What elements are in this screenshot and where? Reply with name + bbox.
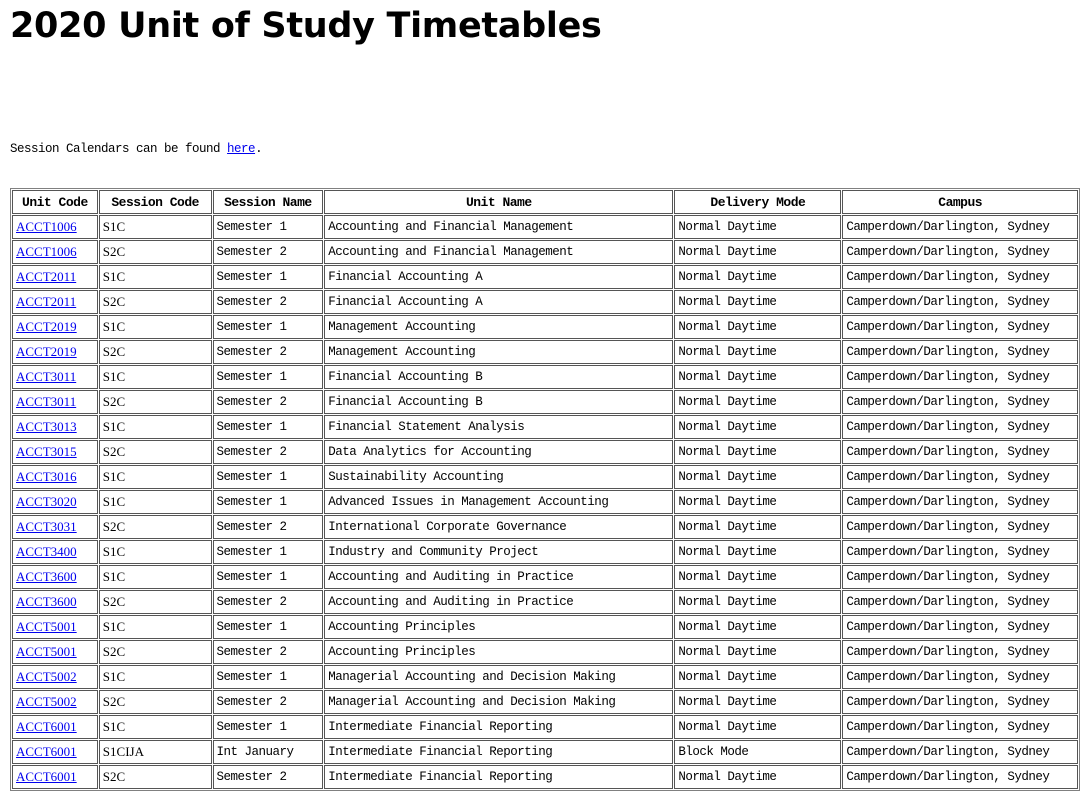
session-code-cell: S1C [99,565,212,589]
table-row [12,615,1078,639]
campus-cell: Camperdown/Darlington, Sydney [842,315,1078,339]
table-row [12,565,1078,589]
session-name-cell: Semester 1 [213,615,324,639]
unit-code-cell [12,565,98,589]
unit-code-link[interactable]: ACCT1006 [16,244,77,259]
delivery-mode-cell: Normal Daytime [674,565,841,589]
unit-name-cell: Management Accounting [324,340,673,364]
delivery-mode-cell: Normal Daytime [674,440,841,464]
table-row [12,415,1078,439]
unit-code-link[interactable]: ACCT5001 [16,644,77,659]
unit-code-link[interactable]: ACCT3600 [16,594,77,609]
unit-code-cell [12,540,98,564]
session-name-cell: Semester 2 [213,765,324,789]
unit-code-cell [12,240,98,264]
unit-name-cell: Advanced Issues in Management Accounting [324,490,673,514]
session-name-cell: Semester 1 [213,665,324,689]
header-session-name: Session Name [213,190,324,214]
session-name-cell: Semester 1 [213,540,324,564]
delivery-mode-cell: Normal Daytime [674,640,841,664]
delivery-mode-cell: Normal Daytime [674,515,841,539]
session-name-cell: Semester 1 [213,415,324,439]
session-name-cell: Semester 1 [213,565,324,589]
session-calendar-note [10,140,262,158]
session-name-cell: Semester 1 [213,215,324,239]
intro-text: Session Calendars can be found [10,142,228,156]
intro-end: . [255,142,263,156]
campus-cell: Camperdown/Darlington, Sydney [842,465,1078,489]
campus-cell: Camperdown/Darlington, Sydney [842,340,1078,364]
unit-code-link[interactable]: ACCT6001 [16,769,77,784]
unit-code-cell [12,765,98,789]
delivery-mode-cell: Normal Daytime [674,390,841,414]
campus-cell: Camperdown/Darlington, Sydney [842,240,1078,264]
session-code-cell: S1C [99,315,212,339]
table-row [12,740,1078,764]
header-unit-name: Unit Name [324,190,673,214]
table-row [12,240,1078,264]
campus-cell: Camperdown/Darlington, Sydney [842,540,1078,564]
header-delivery-mode: Delivery Mode [674,190,841,214]
unit-name-cell: Accounting and Auditing in Practice [324,565,673,589]
delivery-mode-cell: Normal Daytime [674,365,841,389]
unit-code-cell [12,465,98,489]
session-code-cell: S1C [99,215,212,239]
delivery-mode-cell: Normal Daytime [674,715,841,739]
unit-name-cell: Intermediate Financial Reporting [324,765,673,789]
unit-code-link[interactable]: ACCT2011 [16,294,77,309]
unit-name-cell: Accounting Principles [324,640,673,664]
unit-code-link[interactable]: ACCT3013 [16,419,77,434]
table-row [12,315,1078,339]
unit-name-cell: Intermediate Financial Reporting [324,715,673,739]
campus-cell: Camperdown/Darlington, Sydney [842,690,1078,714]
unit-name-cell: Industry and Community Project [324,540,673,564]
session-code-cell: S2C [99,240,212,264]
session-code-cell: S1C [99,665,212,689]
unit-code-link[interactable]: ACCT3011 [16,394,77,409]
table-row [12,465,1078,489]
unit-code-cell [12,615,98,639]
unit-code-cell [12,415,98,439]
session-code-cell: S2C [99,640,212,664]
campus-cell: Camperdown/Darlington, Sydney [842,640,1078,664]
campus-cell: Camperdown/Darlington, Sydney [842,765,1078,789]
delivery-mode-cell: Normal Daytime [674,615,841,639]
delivery-mode-cell: Normal Daytime [674,465,841,489]
delivery-mode-cell: Normal Daytime [674,240,841,264]
session-code-cell: S1C [99,490,212,514]
table-row [12,715,1078,739]
table-row [12,390,1078,414]
session-name-cell: Semester 1 [213,490,324,514]
delivery-mode-cell: Normal Daytime [674,215,841,239]
unit-code-link[interactable]: ACCT3011 [16,369,77,384]
header-campus: Campus [842,190,1078,214]
unit-name-cell: Accounting and Financial Management [324,215,673,239]
table-row [12,640,1078,664]
session-code-cell: S1C [99,465,212,489]
session-name-cell: Semester 2 [213,440,324,464]
session-code-cell: S1C [99,365,212,389]
unit-code-cell [12,365,98,389]
campus-cell: Camperdown/Darlington, Sydney [842,515,1078,539]
session-name-cell: Int January [213,740,324,764]
delivery-mode-cell: Normal Daytime [674,340,841,364]
session-code-cell: S1C [99,715,212,739]
session-code-cell: S2C [99,765,212,789]
campus-cell: Camperdown/Darlington, Sydney [842,215,1078,239]
session-code-cell: S2C [99,290,212,314]
campus-cell: Camperdown/Darlington, Sydney [842,665,1078,689]
unit-name-cell: Managerial Accounting and Decision Making [324,665,673,689]
table-header-row [12,190,1078,214]
delivery-mode-cell: Normal Daytime [674,690,841,714]
unit-code-link[interactable]: ACCT5002 [16,669,77,684]
unit-name-cell: Accounting and Auditing in Practice [324,590,673,614]
unit-code-link[interactable]: ACCT2011 [16,269,77,284]
session-name-cell: Semester 1 [213,365,324,389]
table-row [12,215,1078,239]
session-name-cell: Semester 2 [213,690,324,714]
session-code-cell: S1C [99,540,212,564]
delivery-mode-cell: Normal Daytime [674,415,841,439]
unit-code-cell [12,290,98,314]
session-name-cell: Semester 1 [213,265,324,289]
table-row [12,765,1078,789]
session-code-cell: S2C [99,515,212,539]
unit-name-cell: Sustainability Accounting [324,465,673,489]
unit-name-cell: International Corporate Governance [324,515,673,539]
table-row [12,665,1078,689]
table-row [12,540,1078,564]
unit-name-cell: Financial Accounting A [324,290,673,314]
unit-code-cell [12,715,98,739]
unit-code-link[interactable]: ACCT2019 [16,344,77,359]
table-row [12,440,1078,464]
unit-code-cell [12,315,98,339]
campus-cell: Camperdown/Darlington, Sydney [842,565,1078,589]
campus-cell: Camperdown/Darlington, Sydney [842,615,1078,639]
delivery-mode-cell: Normal Daytime [674,290,841,314]
table-row [12,515,1078,539]
unit-code-cell [12,740,98,764]
unit-name-cell: Data Analytics for Accounting [324,440,673,464]
campus-cell: Camperdown/Darlington, Sydney [842,365,1078,389]
unit-code-link[interactable]: ACCT3600 [16,569,77,584]
table-body [12,215,1078,789]
unit-code-link[interactable]: ACCT3031 [16,519,77,534]
campus-cell: Camperdown/Darlington, Sydney [842,390,1078,414]
unit-code-link[interactable]: ACCT3016 [16,469,77,484]
unit-code-cell [12,390,98,414]
unit-code-link[interactable]: ACCT2019 [16,319,77,334]
session-code-cell: S1C [99,615,212,639]
session-name-cell: Semester 2 [213,390,324,414]
session-code-cell: S1CIJA [99,740,212,764]
unit-name-cell: Accounting Principles [324,615,673,639]
session-code-cell: S2C [99,690,212,714]
unit-code-cell [12,490,98,514]
table-row [12,490,1078,514]
unit-name-cell: Accounting and Financial Management [324,240,673,264]
unit-name-cell: Financial Accounting B [324,390,673,414]
unit-code-cell [12,215,98,239]
delivery-mode-cell: Normal Daytime [674,765,841,789]
header-unit-code: Unit Code [12,190,98,214]
header-session-code: Session Code [99,190,212,214]
unit-code-link[interactable]: ACCT5001 [16,619,77,634]
campus-cell: Camperdown/Darlington, Sydney [842,440,1078,464]
session-calendars-link[interactable]: here [227,142,256,156]
unit-name-cell: Management Accounting [324,315,673,339]
campus-cell: Camperdown/Darlington, Sydney [842,490,1078,514]
delivery-mode-cell: Normal Daytime [674,540,841,564]
unit-code-cell [12,665,98,689]
unit-name-cell: Managerial Accounting and Decision Making [324,690,673,714]
campus-cell: Camperdown/Darlington, Sydney [842,590,1078,614]
delivery-mode-cell: Normal Daytime [674,315,841,339]
page-title: 2020 Unit of Study Timetables [10,6,602,46]
session-code-cell: S2C [99,390,212,414]
campus-cell: Camperdown/Darlington, Sydney [842,265,1078,289]
campus-cell: Camperdown/Darlington, Sydney [842,415,1078,439]
unit-code-cell [12,590,98,614]
session-name-cell: Semester 2 [213,515,324,539]
unit-code-link[interactable]: ACCT6001 [16,719,77,734]
delivery-mode-cell: Normal Daytime [674,265,841,289]
session-name-cell: Semester 2 [213,640,324,664]
campus-cell: Camperdown/Darlington, Sydney [842,290,1078,314]
unit-code-link[interactable]: ACCT6001 [16,744,77,759]
delivery-mode-cell: Normal Daytime [674,490,841,514]
session-name-cell: Semester 2 [213,290,324,314]
delivery-mode-cell: Normal Daytime [674,590,841,614]
unit-name-cell: Financial Accounting B [324,365,673,389]
campus-cell: Camperdown/Darlington, Sydney [842,715,1078,739]
session-code-cell: S2C [99,440,212,464]
unit-code-link[interactable]: ACCT1006 [16,219,77,234]
session-name-cell: Semester 1 [213,465,324,489]
delivery-mode-cell: Normal Daytime [674,665,841,689]
unit-code-link[interactable]: ACCT3015 [16,444,77,459]
unit-code-link[interactable]: ACCT3020 [16,494,77,509]
session-name-cell: Semester 1 [213,715,324,739]
unit-name-cell: Financial Accounting A [324,265,673,289]
session-code-cell: S1C [99,265,212,289]
unit-name-cell: Financial Statement Analysis [324,415,673,439]
table-row [12,690,1078,714]
unit-code-cell [12,440,98,464]
unit-code-cell [12,340,98,364]
table-row [12,340,1078,364]
delivery-mode-cell: Block Mode [674,740,841,764]
table-row [12,590,1078,614]
campus-cell: Camperdown/Darlington, Sydney [842,740,1078,764]
unit-code-cell [12,265,98,289]
unit-code-cell [12,640,98,664]
session-name-cell: Semester 2 [213,240,324,264]
timetable-table [10,188,1080,791]
table-row [12,290,1078,314]
unit-code-cell [12,515,98,539]
table-row [12,265,1078,289]
unit-code-link[interactable]: ACCT3400 [16,544,77,559]
session-name-cell: Semester 1 [213,315,324,339]
table-row [12,365,1078,389]
unit-name-cell: Intermediate Financial Reporting [324,740,673,764]
session-code-cell: S1C [99,415,212,439]
unit-code-cell [12,690,98,714]
unit-code-link[interactable]: ACCT5002 [16,694,77,709]
session-name-cell: Semester 2 [213,340,324,364]
session-name-cell: Semester 2 [213,590,324,614]
session-code-cell: S2C [99,340,212,364]
session-code-cell: S2C [99,590,212,614]
